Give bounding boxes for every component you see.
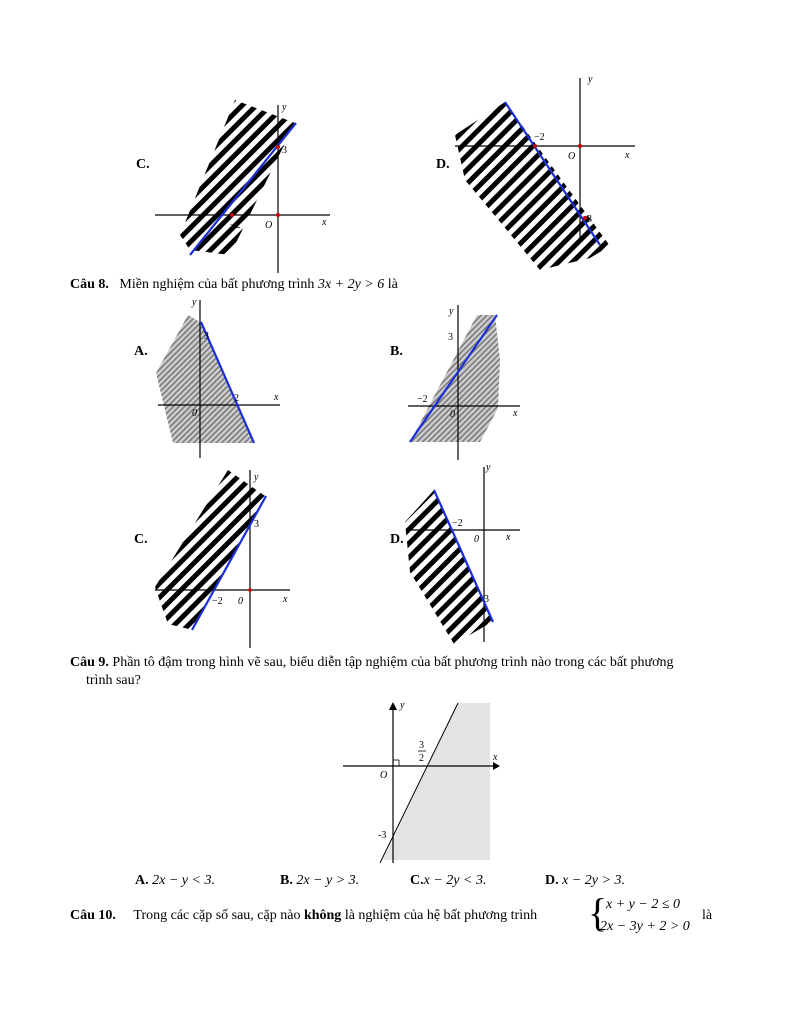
q9-option-b-label: B.: [280, 873, 293, 888]
q9-option-c-label: C.: [410, 873, 424, 888]
q8a-x-tick: 2: [234, 393, 239, 404]
q8b-x-label: x: [513, 408, 518, 419]
q9-option-b-expr: 2x − y > 3.: [296, 873, 360, 888]
q8b-x-tick: −2: [417, 394, 428, 405]
q8c-x-tick: −2: [212, 596, 223, 607]
q10-text-pre: Trong các cặp số sau, cặp nào: [133, 908, 301, 923]
q9-x-tick-num: 3: [419, 740, 424, 751]
q8-option-a-label: A.: [134, 344, 148, 359]
q8a-x-label: x: [274, 392, 279, 403]
q7c-x-label: x: [322, 217, 327, 228]
q9-y-label: y: [400, 700, 405, 711]
q10-eq2: 2x − 3y + 2 > 0: [600, 919, 690, 934]
q9-number: Câu 9.: [70, 655, 109, 670]
q7d-x-label: x: [625, 150, 630, 161]
q9-option-d: [545, 872, 625, 890]
q8-option-b-label: B.: [390, 344, 403, 359]
q8-text: Miền nghiệm của bất phương trình: [119, 277, 315, 292]
q8-option-c-label: C.: [134, 532, 148, 547]
q9-option-c: [410, 872, 486, 890]
q9-origin: O: [380, 770, 388, 781]
q7c-y-label: y: [282, 102, 287, 113]
q7c-y-tick: 3: [282, 145, 287, 156]
q8d-y-label: y: [486, 462, 491, 473]
q9-x-label: x: [493, 752, 498, 763]
q8-number: Câu 8.: [70, 277, 109, 292]
q9-shaded-region: [383, 703, 490, 860]
q8d-x-label: x: [506, 532, 511, 543]
q9-text: Phần tô đậm trong hình vẽ sau, biểu diễn tập nghiệm của bất phương trình nào trong các bất phương: [112, 655, 674, 670]
q9-graph: [338, 698, 503, 866]
q8a-y-label: y: [192, 297, 197, 308]
q8d-origin: 0: [474, 534, 479, 545]
q7d-shaded-region: [455, 102, 610, 270]
q8c-x-label: x: [283, 594, 288, 605]
q7d-y-label: y: [588, 74, 593, 85]
q7-option-d-label: D.: [436, 157, 450, 172]
q9-option-d-label: D.: [545, 873, 559, 888]
q8d-shaded-region: [405, 490, 492, 644]
q10-system-brace: {: [588, 890, 608, 935]
q10-suffix: là: [702, 908, 713, 923]
q9-option-b: [280, 872, 359, 890]
q9-option-a: [135, 872, 215, 890]
q7d-x-tick: −2: [534, 132, 545, 143]
q8d-x-tick: −2: [452, 518, 463, 529]
q10-bold: không: [303, 908, 342, 923]
q8-inequality: 3x + 2y > 6: [317, 277, 385, 292]
q8c-y-label: y: [254, 472, 259, 483]
q8-graph-d: [402, 462, 527, 652]
q9-x-tick-den: 2: [419, 753, 424, 764]
q9-question: [70, 654, 760, 690]
q8b-y-tick: 3: [448, 332, 453, 343]
q7-option-c-label: C.: [136, 157, 150, 172]
q8a-origin: 0: [192, 408, 197, 419]
q8-graph-c: [150, 462, 295, 652]
q9-option-d-expr: x − 2y > 3.: [562, 873, 625, 888]
q10-question: [70, 907, 537, 925]
q9-option-c-expr: x − 2y < 3.: [423, 873, 487, 888]
q7c-origin-label: O: [265, 220, 273, 231]
q8-suffix: là: [387, 277, 398, 292]
q7-graph-c: [150, 95, 340, 275]
q8c-shaded-region: [155, 470, 265, 630]
q8a-y-tick: 3: [204, 331, 209, 342]
q9-option-a-label: A.: [135, 873, 149, 888]
q8d-y-tick: 3: [484, 594, 489, 605]
q10-number: Câu 10.: [70, 908, 116, 923]
q7-graph-d: [450, 70, 650, 280]
q9-text2: trình sau?: [86, 673, 141, 688]
q7d-origin-label: O: [568, 151, 576, 162]
q8-option-d-label: D.: [390, 532, 404, 547]
q7d-y-tick: 3: [587, 214, 592, 225]
q7c-x-tick: −2: [230, 220, 241, 231]
q9-option-a-expr: 2x − y < 3.: [152, 873, 215, 888]
q10-text-post: là nghiệm của hệ bất phương trình: [344, 908, 538, 923]
q8c-y-tick: 3: [254, 519, 259, 530]
q8-question: [70, 276, 398, 294]
q8b-origin: 0: [450, 409, 455, 420]
q9-y-tick: -3: [378, 830, 387, 841]
q8-graph-a: [148, 295, 288, 460]
q8-graph-b: [405, 300, 530, 465]
q8b-y-label: y: [449, 306, 454, 317]
q8c-origin: 0: [238, 596, 243, 607]
q10-eq1: x + y − 2 ≤ 0: [606, 897, 681, 912]
